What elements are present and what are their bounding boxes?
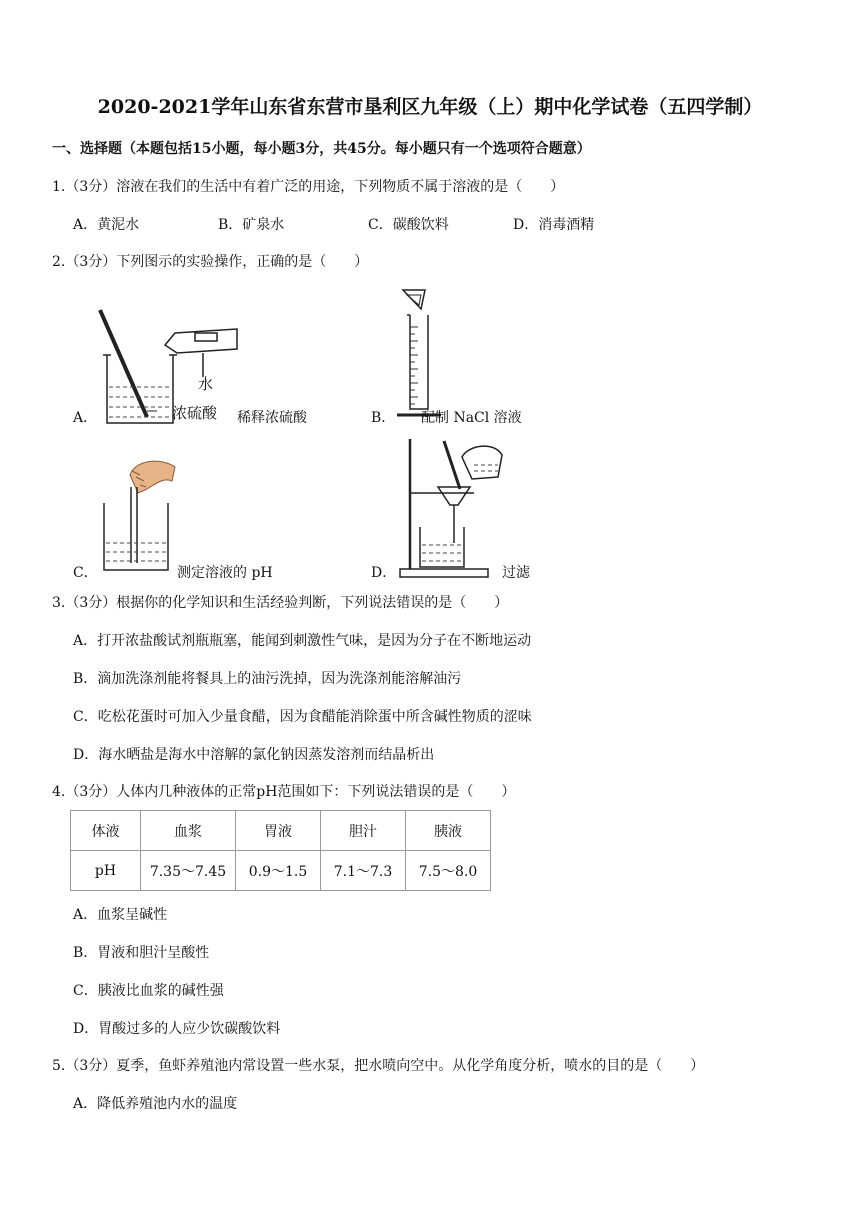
q3-option-d: D．海水晒盐是海水中溶解的氯化钠因蒸发溶剂而结晶析出 bbox=[73, 747, 435, 763]
table-header-row bbox=[71, 811, 491, 851]
question-5-stem: 5.（3分）夏季，鱼虾养殖池内常设置一些水泵，把水喷向空中。从化学角度分析，喷水的目的是（ ） bbox=[52, 1058, 705, 1074]
section-heading: 一、选择题（本题包括15小题，每小题3分，共45分。每小题只有一个选项符合题意） bbox=[52, 141, 591, 157]
q2-option-b-caption: 配制 NaCl 溶液 bbox=[421, 410, 522, 426]
q1-option-d: D．消毒酒精 bbox=[513, 217, 595, 233]
q5-option-a: A．降低养殖池内水的温度 bbox=[73, 1096, 238, 1112]
q2-option-c-caption: 测定溶液的 pH bbox=[177, 565, 273, 581]
question-2-stem: 2.（3分）下列图示的实验操作，正确的是（ ） bbox=[52, 254, 369, 270]
q2-option-c-letter: C． bbox=[73, 565, 98, 581]
q2-option-d-letter: D． bbox=[371, 565, 397, 581]
question-3-stem: 3.（3分）根据你的化学知识和生活经验判断，下列说法错误的是（ ） bbox=[52, 595, 509, 611]
q3-option-c: C．吃松花蛋时可加入少量食醋，因为食醋能消除蛋中所含碱性物质的涩味 bbox=[73, 709, 532, 725]
table-cell: 0.9～1.5 bbox=[236, 851, 321, 891]
table-cell: pH bbox=[71, 851, 141, 891]
table-cell: 胆汁 bbox=[321, 811, 406, 851]
q2-option-a-letter: A． bbox=[73, 410, 98, 426]
q2-option-b-letter: B． bbox=[371, 410, 396, 426]
ph-table bbox=[70, 810, 491, 891]
ph-test-figure bbox=[100, 455, 180, 580]
measuring-cylinder-figure bbox=[395, 287, 445, 422]
q4-option-a: A．血浆呈碱性 bbox=[73, 907, 168, 923]
table-cell: 体液 bbox=[71, 811, 141, 851]
q3-option-b: B．滴加洗涤剂能将餐具上的油污洗掉，因为洗涤剂能溶解油污 bbox=[73, 671, 462, 687]
table-cell: 7.35～7.45 bbox=[141, 851, 236, 891]
q1-option-c: C．碳酸饮料 bbox=[368, 217, 449, 233]
q2-option-d-caption: 过滤 bbox=[502, 565, 530, 581]
table-cell: 7.5～8.0 bbox=[406, 851, 491, 891]
acid-label: 浓硫酸 bbox=[172, 404, 218, 422]
question-4-stem: 4.（3分）人体内几种液体的正常pH范围如下：下列说法错误的是（ ） bbox=[52, 784, 516, 800]
q4-option-c: C．胰液比血浆的碱性强 bbox=[73, 983, 224, 999]
table-cell: 胰液 bbox=[406, 811, 491, 851]
page-title: 2020-2021学年山东省东营市垦利区九年级（上）期中化学试卷（五四学制） bbox=[97, 96, 763, 118]
q4-option-d: D．胃酸过多的人应少饮碳酸饮料 bbox=[73, 1021, 281, 1037]
q1-option-a: A．黄泥水 bbox=[73, 217, 140, 233]
q3-option-a: A．打开浓盐酸试剂瓶瓶塞，能闻到刺激性气味，是因为分子在不断地运动 bbox=[73, 633, 532, 649]
q1-option-b: B．矿泉水 bbox=[218, 217, 285, 233]
q4-option-b: B．胃液和胆汁呈酸性 bbox=[73, 945, 210, 961]
filtration-figure bbox=[398, 435, 510, 580]
water-label: 水 bbox=[198, 375, 214, 393]
table-row bbox=[71, 851, 491, 891]
table-cell: 胃液 bbox=[236, 811, 321, 851]
q2-option-a-caption: 稀释浓硫酸 bbox=[237, 410, 307, 426]
question-1-stem: 1.（3分）溶液在我们的生活中有着广泛的用途，下列物质不属于溶液的是（ ） bbox=[52, 179, 565, 195]
table-cell: 7.1～7.3 bbox=[321, 851, 406, 891]
table-cell: 血浆 bbox=[141, 811, 236, 851]
